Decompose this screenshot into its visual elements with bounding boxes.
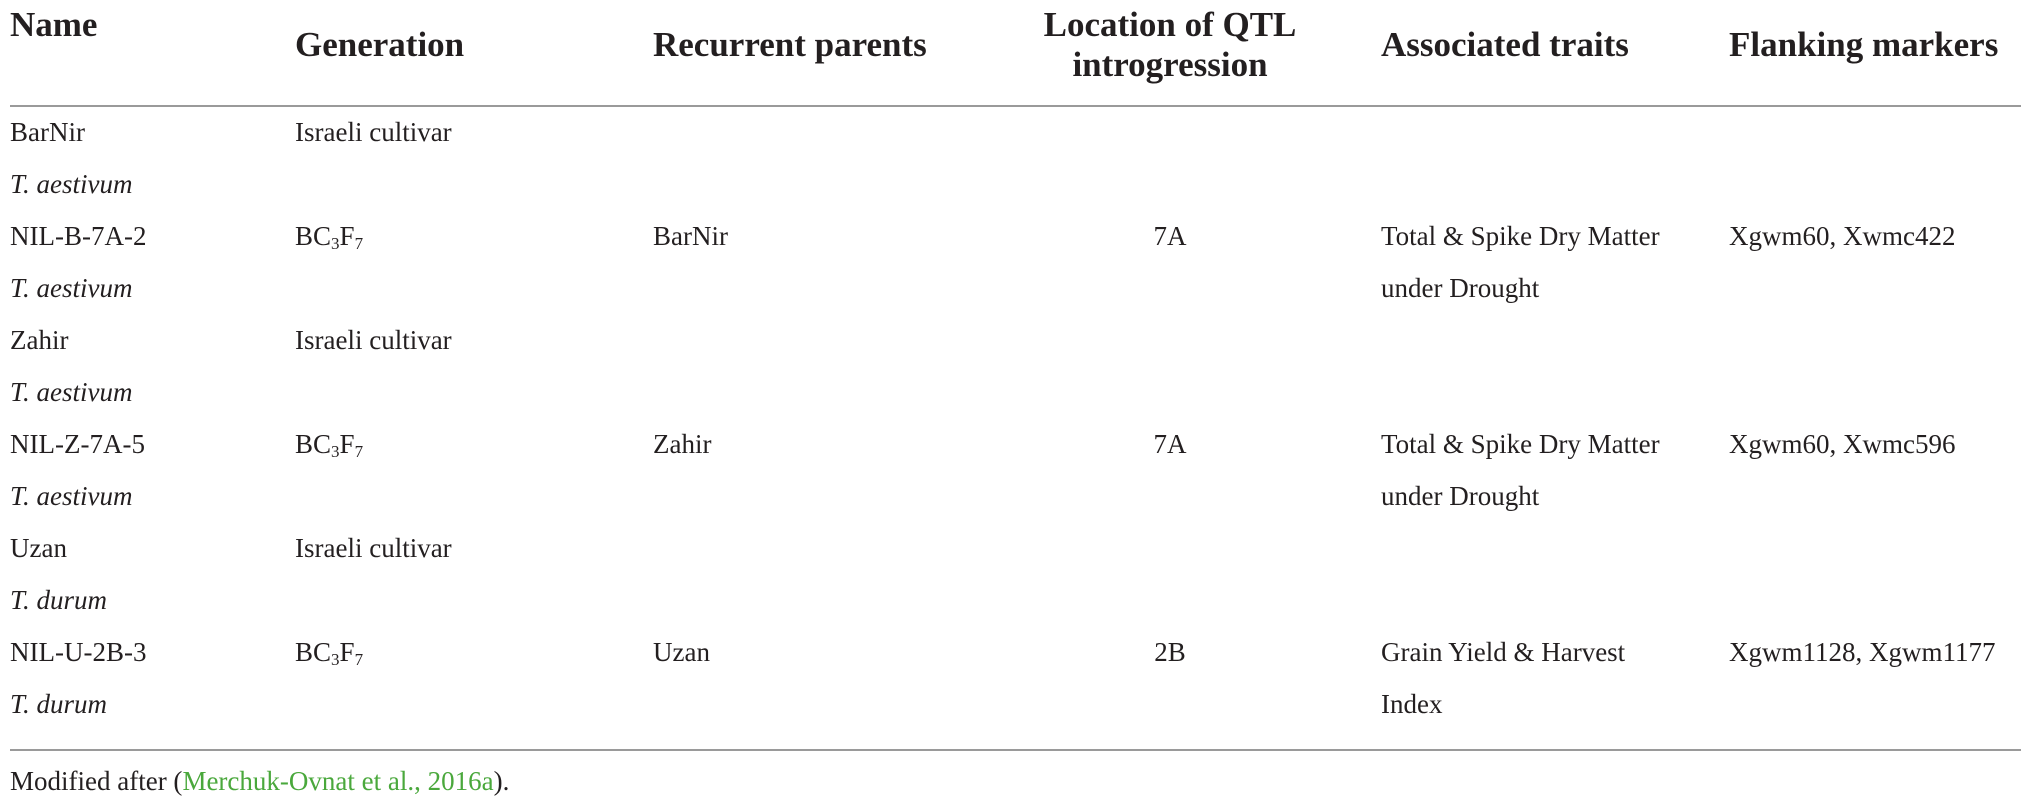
header-location-line2: introgression <box>1072 45 1268 84</box>
cell-location: 7A <box>1153 221 1187 251</box>
table-footnote: Modified after (Merchuk-Ovnat et al., 2016a). <box>10 766 510 796</box>
cell-markers: Xgwm60, Xwmc596 <box>1729 429 1956 459</box>
header-flanking-markers: Flanking markers <box>1729 25 1999 64</box>
cell-traits-line2: under Drought <box>1381 481 1540 511</box>
cell-name: Uzan <box>10 533 67 563</box>
cell-species: T. aestivum <box>10 377 133 407</box>
cell-species: T. aestivum <box>10 273 133 303</box>
cell-generation: $BC_3F_7$ <box>295 221 364 253</box>
cell-species: T. durum <box>10 689 108 719</box>
cell-name: NIL-Z-7A-5 <box>10 429 145 459</box>
cell-traits-line2: Index <box>1381 689 1443 719</box>
cell-species: T. aestivum <box>10 169 133 199</box>
cell-location: 2B <box>1154 637 1186 667</box>
cell-traits-line1: Grain Yield & Harvest <box>1381 637 1626 667</box>
cell-species: T. aestivum <box>10 481 133 511</box>
cell-generation: Israeli cultivar <box>295 117 452 147</box>
cell-traits-line1: Total & Spike Dry Matter <box>1381 429 1660 459</box>
cell-generation: Israeli cultivar <box>295 325 452 355</box>
header-location-line1: Location of QTL <box>1043 5 1297 44</box>
header-rule <box>10 105 2021 107</box>
cell-recurrent-parent: Uzan <box>653 637 710 667</box>
header-associated-traits: Associated traits <box>1381 25 1629 64</box>
cell-markers: Xgwm60, Xwmc422 <box>1729 221 1956 251</box>
cell-name: BarNir <box>10 117 85 147</box>
header-location <box>1010 5 1330 85</box>
bottom-rule <box>10 749 2021 751</box>
cell-location: 7A <box>1153 429 1187 459</box>
cell-name: NIL-B-7A-2 <box>10 221 147 251</box>
cell-name: Zahir <box>10 325 69 355</box>
cell-recurrent-parent: Zahir <box>653 429 712 459</box>
cell-traits-line2: under Drought <box>1381 273 1540 303</box>
cell-name: NIL-U-2B-3 <box>10 637 147 667</box>
cell-generation: Israeli cultivar <box>295 533 452 563</box>
cell-markers: Xgwm1128, Xgwm1177 <box>1729 637 1996 667</box>
cell-recurrent-parent: BarNir <box>653 221 728 251</box>
cell-generation: $BC_3F_7$ <box>295 637 364 669</box>
header-generation: Generation <box>295 25 465 64</box>
header-name: Name <box>10 5 98 44</box>
cell-species: T. durum <box>10 585 108 615</box>
header-recurrent-parents: Recurrent parents <box>653 25 927 64</box>
citation-link[interactable]: Merchuk-Ovnat et al., 2016a <box>182 766 494 796</box>
cell-traits-line1: Total & Spike Dry Matter <box>1381 221 1660 251</box>
cell-generation: $BC_3F_7$ <box>295 429 364 461</box>
